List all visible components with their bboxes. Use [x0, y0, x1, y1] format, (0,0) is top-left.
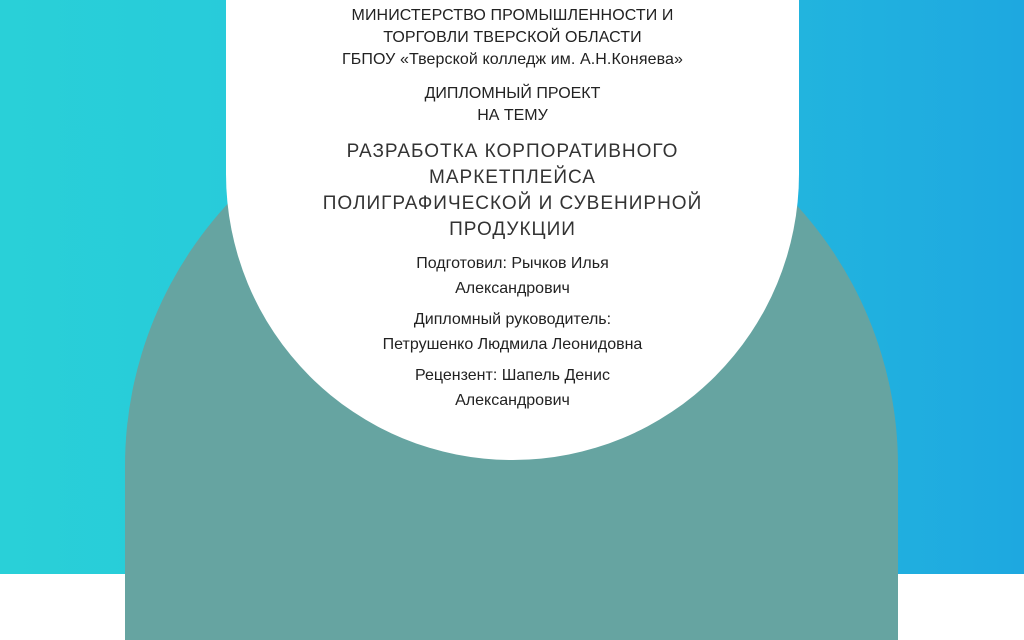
title-content [226, 0, 799, 413]
college-name: ГБПОУ «Тверской колледж им. А.Н.Коняева» [341, 51, 684, 68]
topic-line-2: МАРКЕТПЛЕЙСА [429, 167, 596, 188]
ministry-line-1: МИНИСТЕРСТВО ПРОМЫШЛЕННОСТИ И [351, 7, 674, 24]
topic-line-3: ПОЛИГРАФИЧЕСКОЙ И СУВЕНИРНОЙ [322, 193, 703, 214]
project-label-line-2: НА ТЕМУ [477, 107, 548, 124]
topic-line-1: РАЗРАБОТКА КОРПОРАТИВНОГО [346, 141, 679, 162]
supervisor-line-2: Петрушенко Людмила Леонидовна [382, 336, 643, 353]
author-block [226, 251, 799, 301]
supervisor-block [226, 307, 799, 357]
reviewer-line-1: Рецензент: Шапель Денис [415, 367, 610, 384]
reviewer-line-2: Александрович [455, 392, 570, 409]
topic-line-4: ПРОДУКЦИИ [449, 219, 576, 240]
author-line-2: Александрович [455, 280, 570, 297]
project-label-line-1: ДИПЛОМНЫЙ ПРОЕКТ [424, 85, 601, 102]
reviewer-block [226, 363, 799, 413]
ministry-line-2: ТОРГОВЛИ ТВЕРСКОЙ ОБЛАСТИ [383, 29, 642, 46]
supervisor-line-1: Дипломный руководитель: [413, 311, 612, 328]
project-label [226, 83, 799, 127]
author-line-1: Подготовил: Рычков Илья [416, 255, 609, 272]
project-topic [226, 139, 799, 243]
ministry-header [226, 5, 799, 71]
